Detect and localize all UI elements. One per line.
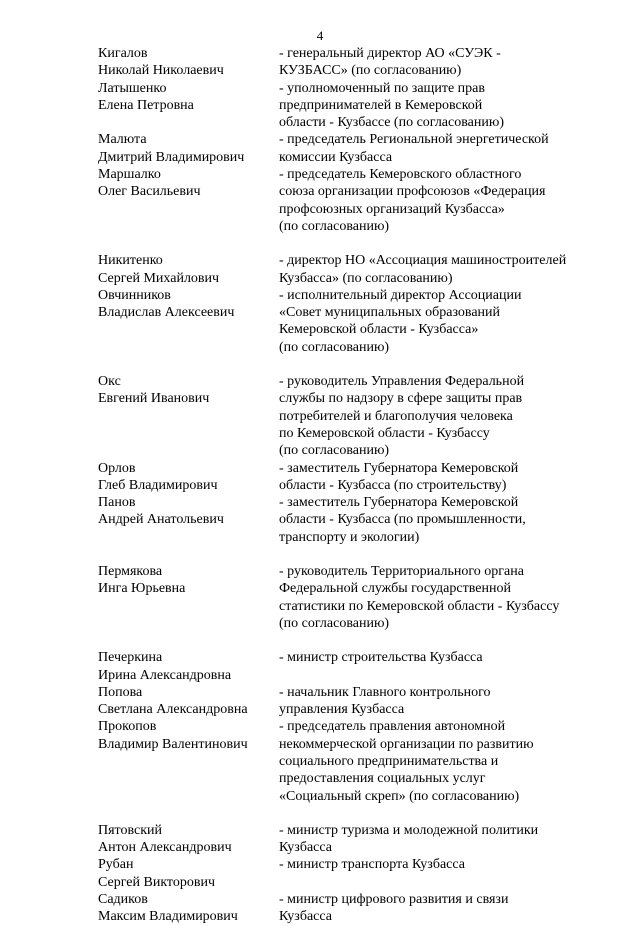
member-role-line: - генеральный директор АО «СУЭК - <box>279 46 501 61</box>
member-surname: Орлов <box>98 460 136 476</box>
member-role-line: комиссии Кузбасса <box>279 149 393 165</box>
member-role-line: области - Кузбассе (по согласованию) <box>279 115 504 131</box>
member-given-names: Сергей Викторович <box>98 874 216 890</box>
member-role <box>279 80 568 132</box>
member-row <box>98 494 568 546</box>
member-row <box>98 822 568 857</box>
member-role-line: транспорту и экологии) <box>279 529 420 545</box>
member-role-line: - министр транспорта Кузбасса <box>279 857 465 873</box>
member-role-line: некоммерческой организации по развитию <box>279 736 534 752</box>
member-given-names: Дмитрий Владимирович <box>98 149 245 165</box>
member-row <box>98 373 568 459</box>
member-role <box>279 460 568 495</box>
member-surname: Пермякова <box>98 564 163 580</box>
member-surname: Рубан <box>98 857 134 873</box>
member-surname: Малюта <box>98 132 147 148</box>
member-role <box>279 252 568 287</box>
member-role-line: - министр строительства Кузбасса <box>279 650 483 666</box>
member-row <box>98 563 568 632</box>
member-name <box>98 563 279 632</box>
member-role-line: - заместитель Губернатора Кемеровской <box>279 460 519 476</box>
member-role-line: (по согласованию) <box>279 615 390 631</box>
member-row <box>98 684 568 719</box>
member-given-names: Евгений Иванович <box>98 391 210 407</box>
members-list <box>98 45 568 926</box>
member-name <box>98 287 279 356</box>
member-surname: Кигалов <box>98 46 148 61</box>
member-row <box>98 856 568 891</box>
member-row <box>98 287 568 356</box>
member-role <box>279 684 568 719</box>
member-role-line: (по согласованию) <box>279 218 390 234</box>
member-surname: Пятовский <box>98 822 163 838</box>
page-number: 4 <box>316 28 324 43</box>
member-role-line: «Социальный скреп» (по согласованию) <box>279 788 520 804</box>
member-name <box>98 684 279 719</box>
member-role <box>279 649 568 684</box>
member-role-line: предоставления социальных услуг <box>279 771 486 787</box>
member-name <box>98 373 279 459</box>
member-role-line: Федеральной службы государственной <box>279 581 511 597</box>
member-given-names: Николай Николаевич <box>98 63 224 79</box>
member-row <box>98 166 568 235</box>
member-row <box>98 718 568 804</box>
member-role <box>279 373 568 459</box>
member-surname: Окс <box>98 374 121 390</box>
member-role-line: - председатель Кемеровского областного <box>279 167 522 183</box>
member-role-line: - председатель Региональной энергетической <box>279 132 549 148</box>
member-name <box>98 80 279 132</box>
member-given-names: Олег Васильевич <box>98 184 201 200</box>
member-role-line: службы по надзору в сфере защиты прав <box>279 391 523 407</box>
member-role <box>279 45 568 80</box>
member-surname: Маршалко <box>98 167 161 183</box>
member-given-names: Сергей Михайлович <box>98 270 220 286</box>
member-row <box>98 649 568 684</box>
member-role <box>279 287 568 356</box>
member-row <box>98 891 568 926</box>
member-role-line: - уполномоченный по защите прав <box>279 80 485 96</box>
member-surname: Овчинников <box>98 287 171 303</box>
member-surname: Панов <box>98 495 136 511</box>
member-name <box>98 252 279 287</box>
member-role-line: социального предпринимательства и <box>279 753 499 769</box>
member-name <box>98 891 279 926</box>
member-role-line: предпринимателей в Кемеровской <box>279 97 483 113</box>
member-role-line: союза организации профсоюзов «Федерация <box>279 184 546 200</box>
member-role <box>279 494 568 546</box>
member-role-line: - министр туризма и молодежной политики <box>279 822 539 838</box>
member-row <box>98 252 568 287</box>
member-surname: Латышенко <box>98 80 167 96</box>
member-given-names: Глеб Владимирович <box>98 477 218 493</box>
member-role-line: статистики по Кемеровской области - Кузбассу <box>279 598 560 614</box>
member-given-names: Владимир Валентинович <box>98 736 248 752</box>
member-given-names: Антон Александрович <box>98 840 232 856</box>
member-role <box>279 166 568 235</box>
member-role-line: - исполнительный директор Ассоциации <box>279 287 522 303</box>
member-name <box>98 460 279 495</box>
member-role-line: Кузбасса <box>279 909 332 925</box>
member-given-names: Максим Владимирович <box>98 909 238 925</box>
member-surname: Прокопов <box>98 719 157 735</box>
member-role-line: управления Кузбасса <box>279 702 405 718</box>
member-role-line: - начальник Главного контрольного <box>279 684 491 700</box>
member-role-line: Кузбасса» (по согласованию) <box>279 270 453 286</box>
member-role-line: - председатель правления автономной <box>279 719 506 735</box>
member-name <box>98 822 279 857</box>
member-role <box>279 563 568 632</box>
member-role-line: (по согласованию) <box>279 339 390 355</box>
member-role <box>279 822 568 857</box>
member-name <box>98 649 279 684</box>
member-name <box>98 45 279 80</box>
member-role-line: - директор НО «Ассоциация машиностроителей <box>279 253 567 269</box>
member-name <box>98 856 279 891</box>
member-row <box>98 80 568 132</box>
member-role <box>279 131 568 166</box>
member-name <box>98 494 279 546</box>
member-role-line: (по согласованию) <box>279 443 390 459</box>
member-role-line: области - Кузбасса (по промышленности, <box>279 512 526 528</box>
member-given-names: Андрей Анатольевич <box>98 512 224 528</box>
member-row <box>98 131 568 166</box>
member-row <box>98 460 568 495</box>
member-given-names: Инга Юрьевна <box>98 581 186 597</box>
member-given-names: Ирина Александровна <box>98 667 232 683</box>
member-given-names: Елена Петровна <box>98 97 194 113</box>
member-surname: Попова <box>98 684 143 700</box>
member-role-line: - министр цифрового развития и связи <box>279 892 509 908</box>
member-given-names: Владислав Алексеевич <box>98 305 235 321</box>
member-name <box>98 166 279 235</box>
member-role-line: КУЗБАСС» (по согласованию) <box>279 63 462 79</box>
member-role <box>279 856 568 891</box>
member-name <box>98 131 279 166</box>
member-role-line: - руководитель Управления Федеральной <box>279 374 525 390</box>
member-surname: Печеркина <box>98 650 163 666</box>
member-role-line: профсоюзных организаций Кузбасса» <box>279 201 505 217</box>
member-role-line: области - Кузбасса (по строительству) <box>279 477 507 493</box>
member-surname: Никитенко <box>98 253 163 269</box>
member-role-line: «Совет муниципальных образований <box>279 305 501 321</box>
member-role-line: Кемеровской области - Кузбасса» <box>279 322 479 338</box>
member-row <box>98 45 568 80</box>
member-role <box>279 718 568 804</box>
member-role-line: по Кемеровской области - Кузбассу <box>279 425 490 441</box>
member-role <box>279 891 568 926</box>
member-role-line: Кузбасса <box>279 840 332 856</box>
member-given-names: Светлана Александровна <box>98 702 248 718</box>
member-role-line: - заместитель Губернатора Кемеровской <box>279 495 519 511</box>
member-name <box>98 718 279 804</box>
member-role-line: потребителей и благополучия человека <box>279 408 513 424</box>
member-surname: Садиков <box>98 892 148 908</box>
member-role-line: - руководитель Территориального органа <box>279 564 524 580</box>
